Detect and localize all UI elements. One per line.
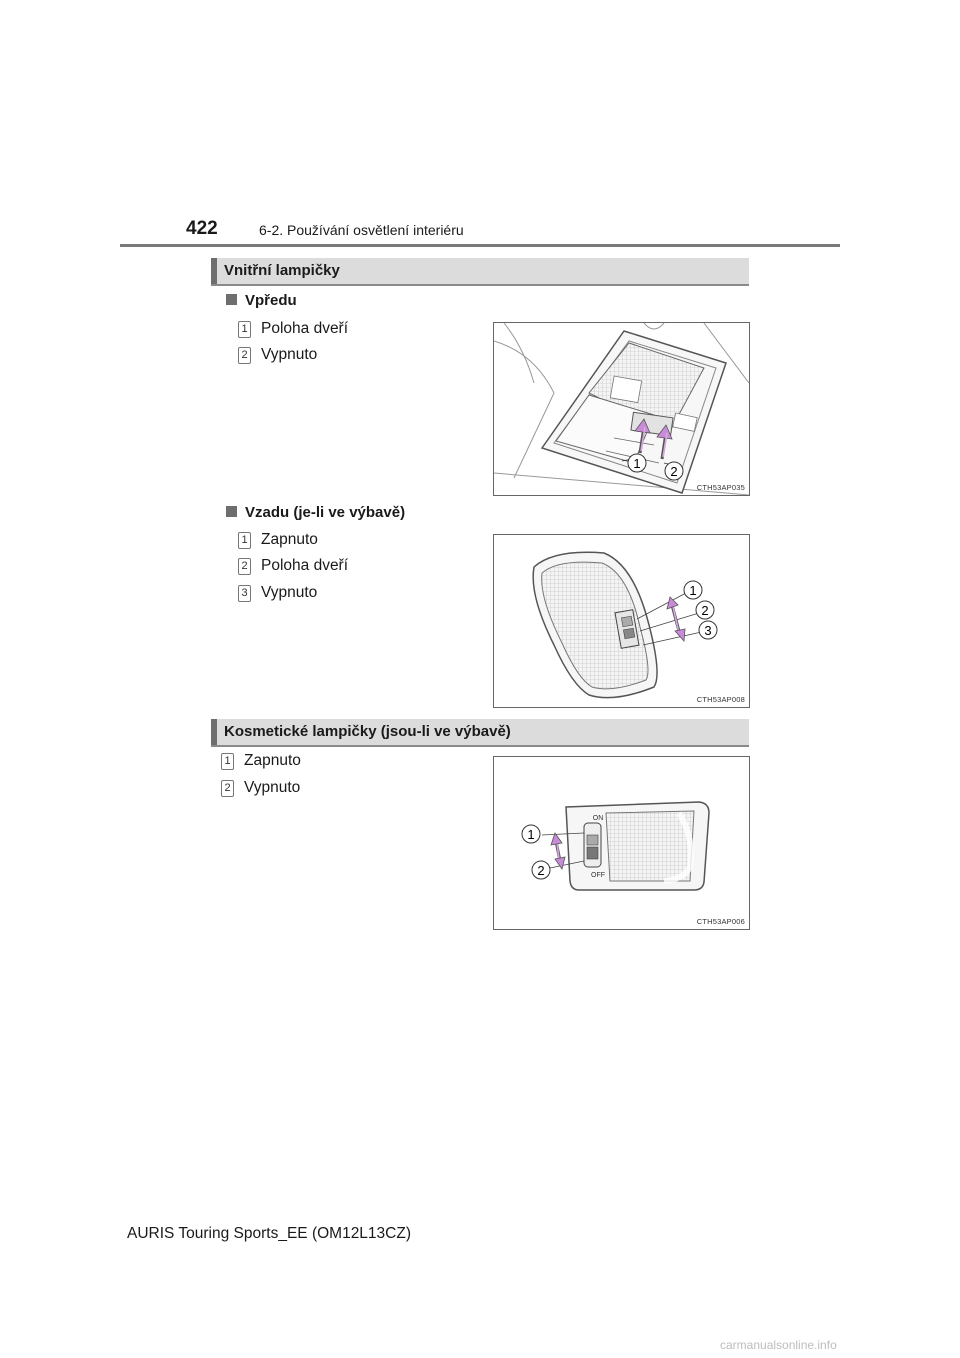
switch-label-off: OFF xyxy=(591,872,605,879)
figure-callout-1: 1 xyxy=(527,827,535,842)
list-item xyxy=(221,779,300,797)
page-number: 422 xyxy=(186,218,218,239)
list-item-label: Vypnuto xyxy=(261,584,318,601)
subheading-rear-text: Vzadu (je-li ve výbavě) xyxy=(245,504,406,521)
subheading-front xyxy=(226,292,297,309)
list-item-label: Vypnuto xyxy=(244,779,301,796)
footer-model-text: AURIS Touring Sports_EE (OM12L13CZ) xyxy=(127,1225,411,1242)
list-item xyxy=(238,557,348,575)
figure-front-lamp xyxy=(493,322,750,496)
number-badge: 2 xyxy=(238,347,251,364)
list-item-label: Poloha dveří xyxy=(261,320,349,337)
figure-callout-2: 2 xyxy=(537,863,545,878)
number-badge: 1 xyxy=(238,321,251,338)
figure-vanity-lamp xyxy=(493,756,750,930)
figure-callout-3: 3 xyxy=(704,623,712,638)
vanity-lamp-illustration xyxy=(494,757,749,929)
rear-lamp-illustration xyxy=(494,535,749,707)
list-item-label: Poloha dveří xyxy=(261,557,349,574)
figure-rear-lamp xyxy=(493,534,750,708)
front-lamp-illustration xyxy=(494,323,749,495)
subheading-front-text: Vpředu xyxy=(245,292,297,309)
figure-callout-1: 1 xyxy=(689,583,697,598)
header-divider xyxy=(120,244,840,247)
section-header-title: 6-2. Používání osvětlení interiéru xyxy=(259,222,464,238)
number-badge: 2 xyxy=(221,780,234,797)
bullet-square-icon xyxy=(226,294,237,305)
list-item-label: Zapnuto xyxy=(244,752,301,769)
figure-code: CTH53AP035 xyxy=(696,483,745,492)
figure-callout-2: 2 xyxy=(670,464,678,479)
list-item-label: Zapnuto xyxy=(261,531,318,548)
section-title-bar-interior-lamps xyxy=(211,258,749,286)
list-item xyxy=(238,346,317,364)
list-item-label: Vypnuto xyxy=(261,346,318,363)
switch-label-on: ON xyxy=(592,815,604,822)
figure-callout-2: 2 xyxy=(701,603,709,618)
number-badge: 2 xyxy=(238,558,251,575)
section-title-interior-lamps: Vnitřní lampičky xyxy=(224,262,340,279)
figure-code: CTH53AP006 xyxy=(696,917,745,926)
figure-callout-1: 1 xyxy=(633,456,641,471)
list-item xyxy=(238,584,317,602)
number-badge: 1 xyxy=(238,532,251,549)
list-item xyxy=(238,531,318,549)
subheading-rear xyxy=(226,504,405,521)
bullet-square-icon xyxy=(226,506,237,517)
list-item xyxy=(238,320,348,338)
section-title-vanity-lamps: Kosmetické lampičky (jsou-li ve výbavě) xyxy=(224,723,511,740)
watermark: carmanualsonline.info xyxy=(720,1338,837,1352)
number-badge: 3 xyxy=(238,585,251,602)
figure-code: CTH53AP008 xyxy=(696,695,745,704)
section-title-bar-vanity-lamps xyxy=(211,719,749,747)
list-item xyxy=(221,752,301,770)
number-badge: 1 xyxy=(221,753,234,770)
